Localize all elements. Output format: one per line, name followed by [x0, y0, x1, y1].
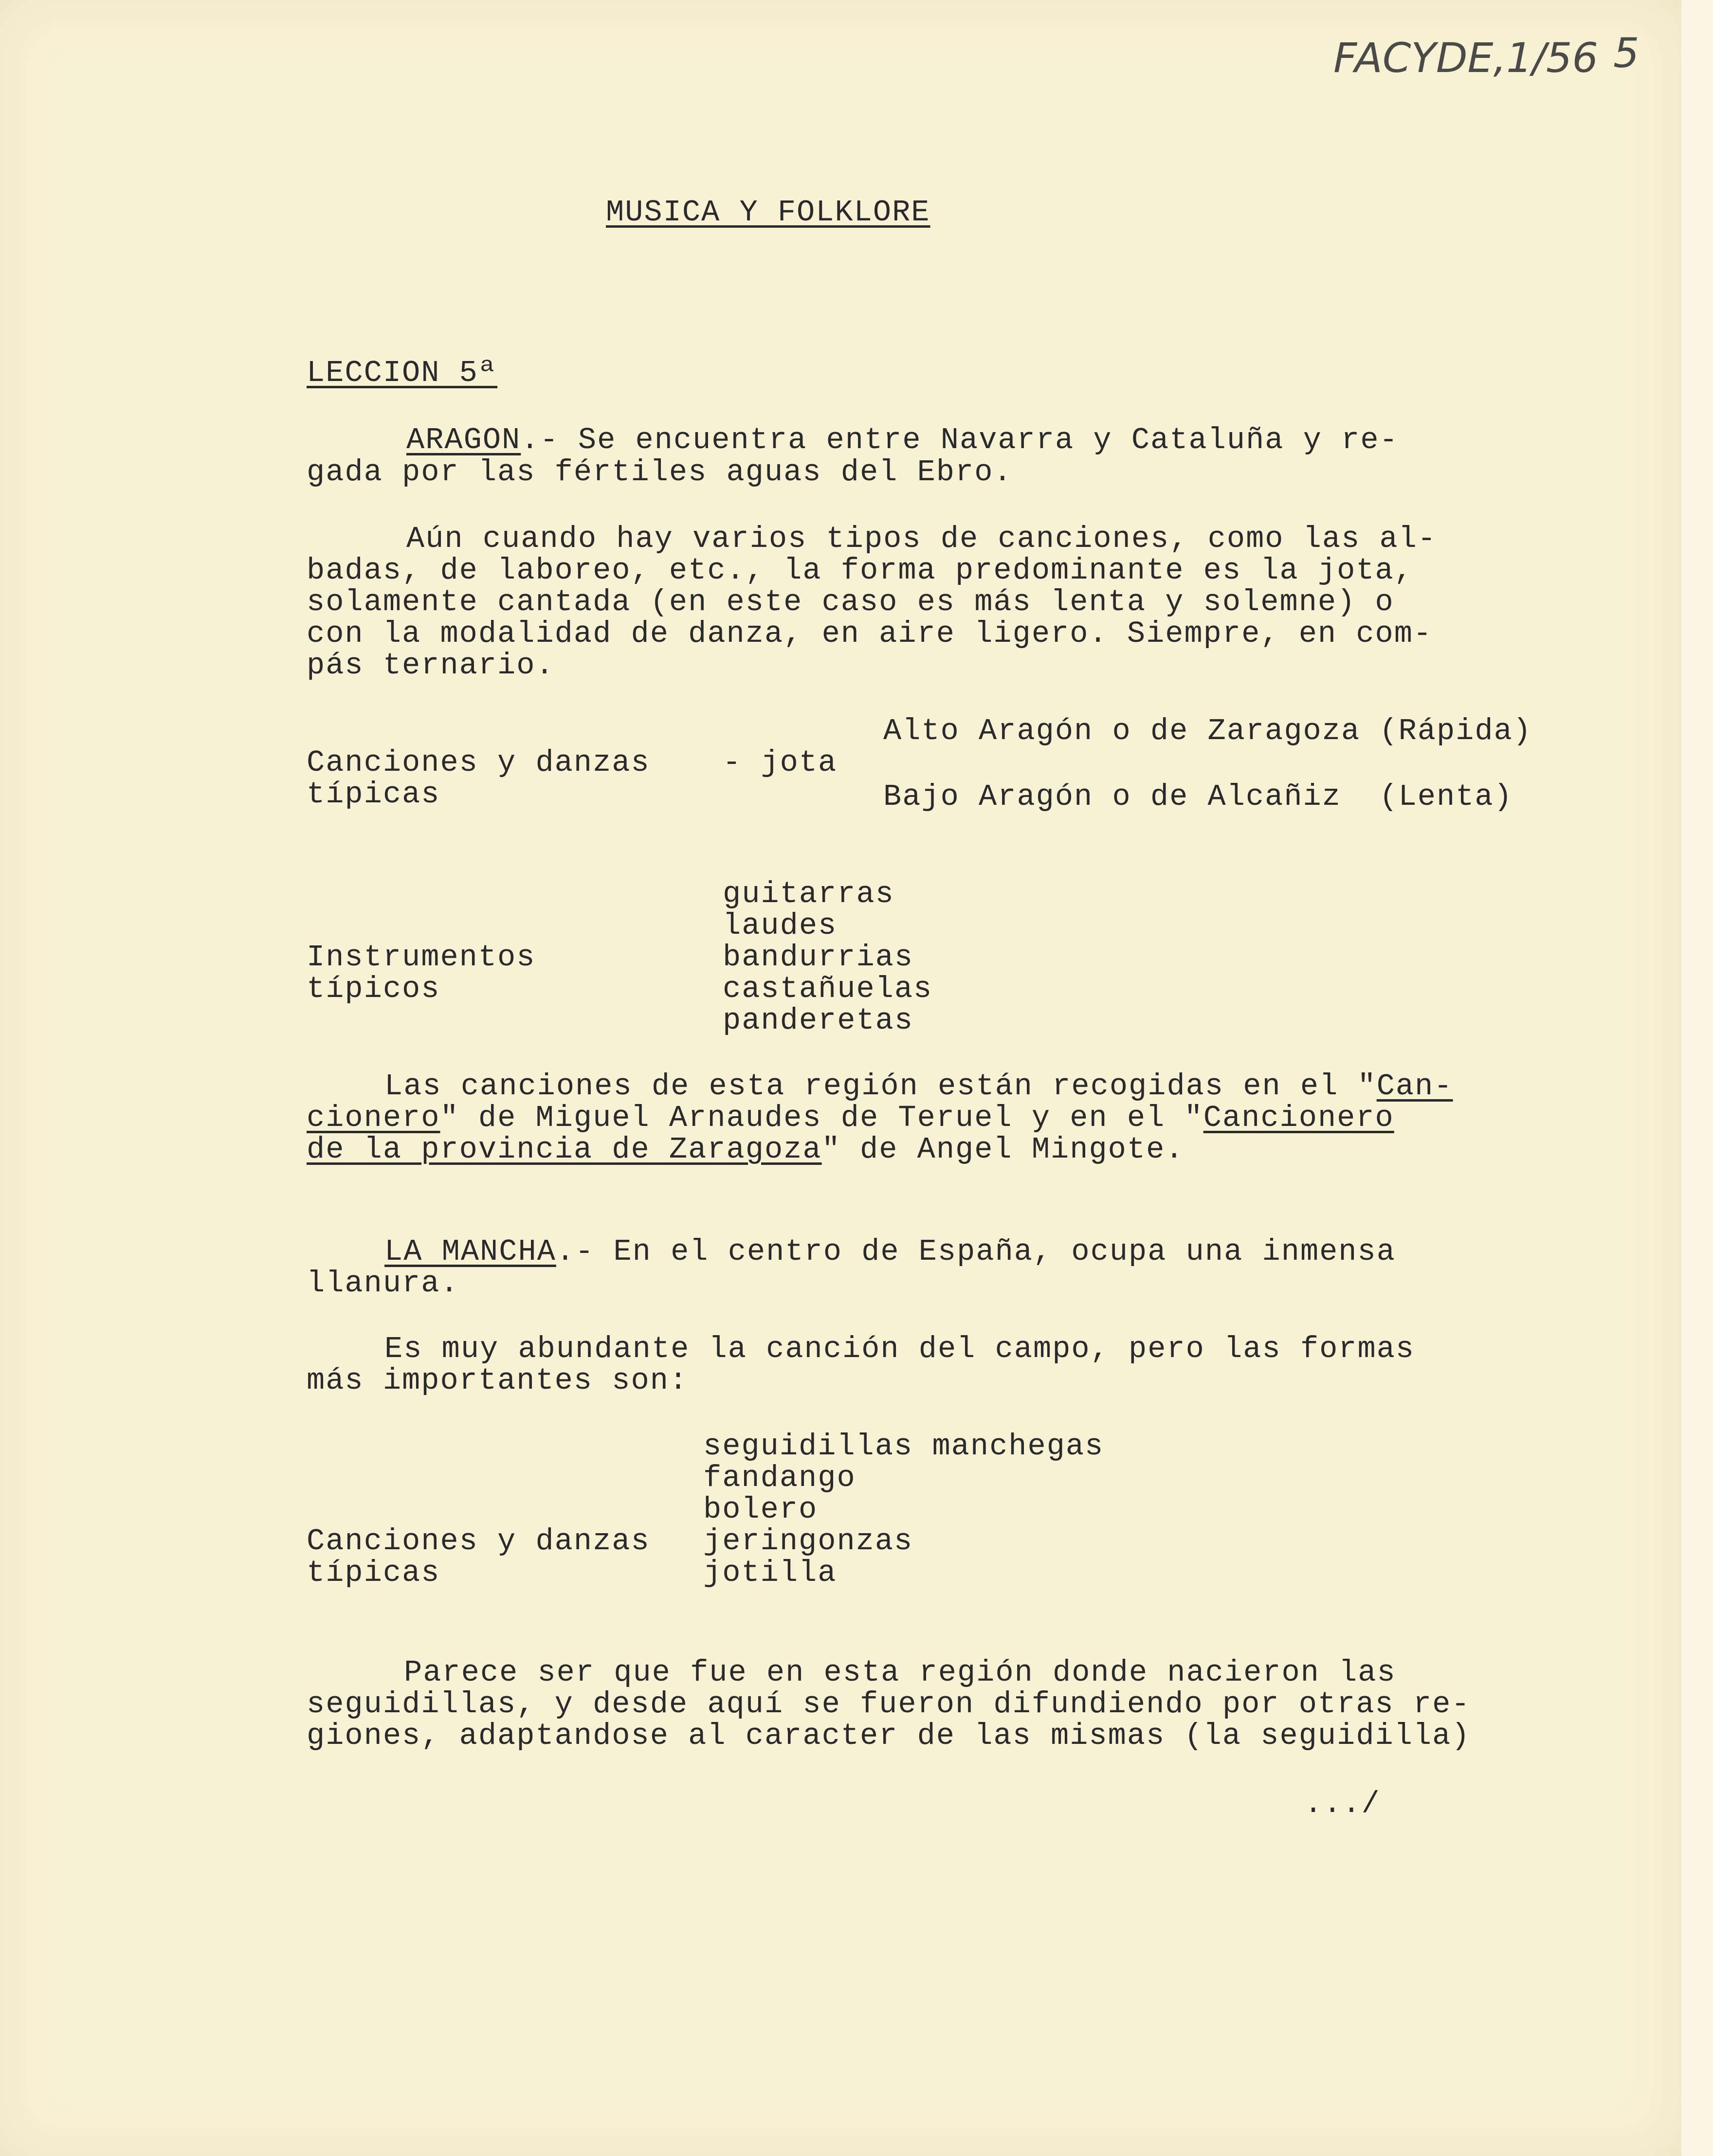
instrument-item: bandurrias — [723, 940, 914, 975]
mancha-para3-line-1: Parece ser que fue en esta región donde nacieron las — [404, 1655, 1396, 1690]
aragon-para2-line-1: Aún cuando hay varios tipos de canciones, como las al- — [406, 522, 1437, 556]
cancionero-title-1a: Can- — [1376, 1069, 1453, 1104]
page-edge — [1681, 0, 1713, 2156]
cancionero-line-2 — [307, 1102, 1394, 1134]
cancionero-title-2b: de la provincia de Zaragoza — [307, 1132, 822, 1167]
cancionero-line-3 — [307, 1134, 1185, 1166]
cancionero-text: Las canciones de esta región están recogidas en el " — [384, 1069, 1377, 1104]
lesson-heading: LECCION 5ª — [307, 356, 498, 390]
mancha-intro-line-2: llanura. — [307, 1266, 459, 1301]
instruments-label-2: típicos — [307, 972, 440, 1006]
mancha-form-item: fandango — [703, 1461, 856, 1495]
aragon-intro-line-1 — [406, 424, 1399, 456]
jota-label: - jota — [723, 745, 838, 780]
jota-bajo-aragon: Bajo Aragón o de Alcañiz (Lenta) — [883, 779, 1513, 814]
instrument-item: laudes — [723, 908, 838, 943]
instruments-label-1: Instrumentos — [307, 940, 536, 975]
cancionero-line-1 — [384, 1070, 1453, 1103]
instrument-item: castañuelas — [723, 972, 933, 1006]
aragon-intro-rest: .- Se encuentra entre Navarra y Cataluña y re- — [521, 423, 1399, 457]
aragon-songs-label-1: Canciones y danzas — [307, 745, 650, 780]
cancionero-title-1b: cionero — [307, 1101, 440, 1135]
aragon-songs-label-2: típicas — [307, 777, 440, 812]
aragon-para2-line-4: con la modalidad de danza, en aire ligero. Siempre, en com- — [307, 616, 1433, 651]
archive-reference: FACYDE,1/56 — [1333, 34, 1598, 82]
mancha-para2-line-1: Es muy abundante la canción del campo, pero las formas — [384, 1332, 1415, 1366]
cancionero-text: " de Miguel Arnaudes de Teruel y en el " — [440, 1101, 1203, 1135]
aragon-heading: ARAGON — [406, 423, 521, 457]
mancha-intro-line-1 — [384, 1236, 1396, 1268]
continuation-mark: .../ — [1304, 1787, 1381, 1821]
mancha-intro-rest: .- En el centro de España, ocupa una inmensa — [556, 1234, 1396, 1269]
mancha-form-item: seguidillas manchegas — [703, 1429, 1104, 1464]
mancha-form-item: jotilla — [703, 1556, 837, 1590]
mancha-para3-line-2: seguidillas, y desde aquí se fueron difundiendo por otras re- — [307, 1687, 1471, 1721]
jota-alto-aragon: Alto Aragón o de Zaragoza (Rápida) — [883, 714, 1532, 748]
aragon-para2-line-5: pás ternario. — [307, 648, 555, 683]
mancha-songs-label-1: Canciones y danzas — [307, 1524, 650, 1558]
mancha-para2-line-2: más importantes son: — [307, 1363, 689, 1398]
document-title: MUSICA Y FOLKLORE — [606, 195, 930, 230]
page-number: 5 — [1613, 29, 1640, 77]
aragon-para2-line-2: badas, de laboreo, etc., la forma predominante es la jota, — [307, 553, 1413, 588]
mancha-form-item: bolero — [703, 1492, 818, 1527]
mancha-para3-line-3: giones, adaptandose al caracter de las mismas (la seguidilla) — [307, 1719, 1471, 1753]
aragon-para2-line-3: solamente cantada (en este caso es más lenta y solemne) o — [307, 585, 1394, 619]
aragon-intro-line-2: gada por las fértiles aguas del Ebro. — [307, 455, 1013, 489]
instrument-item: panderetas — [723, 1003, 914, 1038]
mancha-songs-label-2: típicas — [307, 1556, 440, 1590]
cancionero-title-2a: Cancionero — [1203, 1101, 1394, 1135]
instrument-item: guitarras — [723, 877, 894, 911]
mancha-heading: LA MANCHA — [384, 1234, 556, 1269]
mancha-form-item: jeringonzas — [703, 1524, 913, 1558]
cancionero-text: " de Angel Mingote. — [821, 1132, 1185, 1167]
